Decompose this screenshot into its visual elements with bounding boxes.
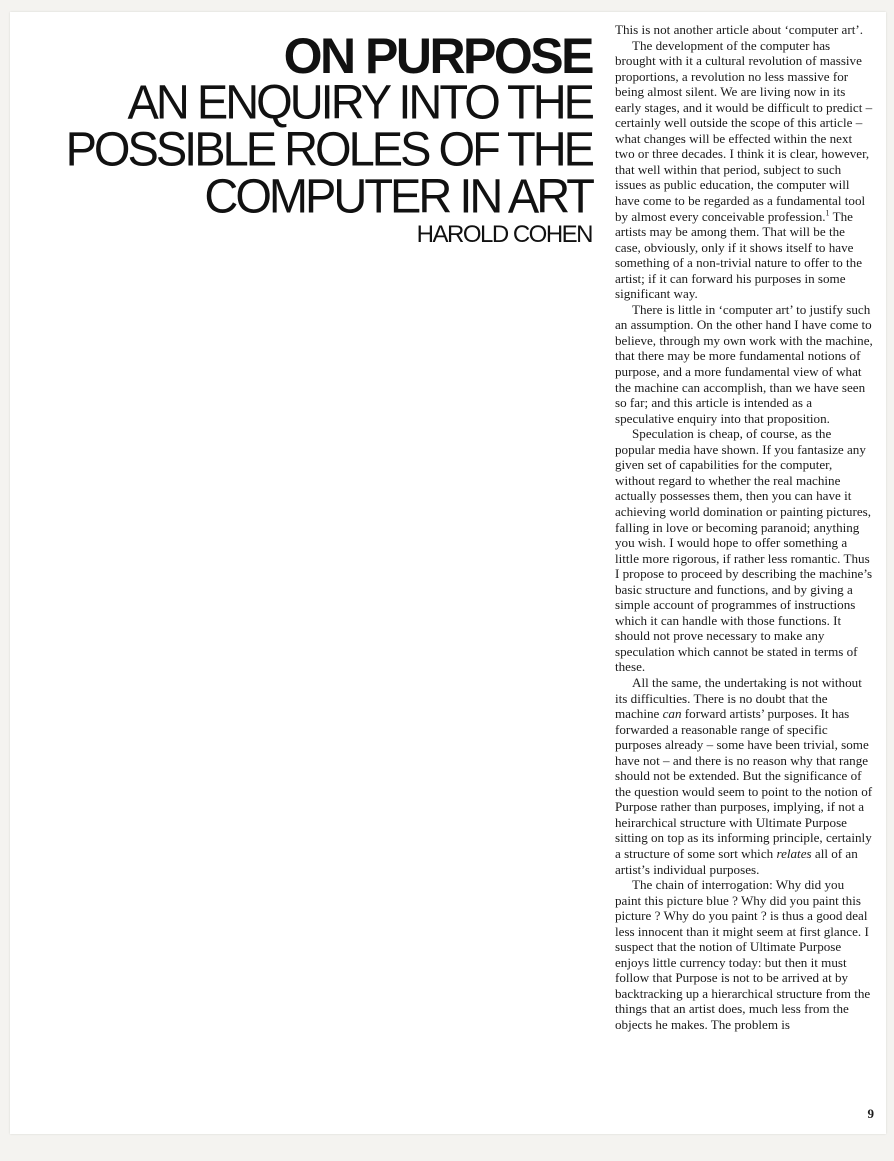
- body-text-column: [615, 22, 873, 1033]
- paragraph-2-text: The development of the computer has brought with it a cultural revolution of massive proportions, a revolution no less massive for being almost silent. We are living now in its early stages, and it would be difficult to predict – certainly well outside the scope of this article – what changes will be effected within the next two or three decades. I think it is clear, however, that well within that period, subject to such issues as public education, the computer will have come to be regarded as a fundamental tool by almost every conceivable profession.: [615, 37, 873, 224]
- title-block: [65, 28, 592, 249]
- article-subtitle-line-2: POSSIBLE ROLES OF THE: [65, 121, 592, 176]
- paragraph-5: [615, 675, 873, 877]
- article-page: [10, 12, 886, 1134]
- page-number: 9: [867, 1106, 874, 1121]
- article-title: ON PURPOSE: [283, 28, 592, 84]
- footnote-marker: 1: [825, 208, 830, 218]
- paragraph-5-b: forward artists’ purposes. It has forwarded a reasonable range of specific purposes already – some have been trivial, some have not – and there is no reason why that range should not be extended. But the significance of the question would seem to point to the notion of Purpose rather than purposes, implying, if not a heirarchical structure with Ultimate Purpose sitting on top as its informing principle, certainly a structure of some sort which: [615, 706, 873, 861]
- paragraph-5-a: All the same, the undertaking is not without its difficulties. There is no doubt that the machine: [615, 674, 862, 722]
- article-subtitle-line-3: COMPUTER IN ART: [204, 168, 592, 223]
- paragraph-5-emphasis-can: can: [662, 706, 682, 722]
- author-name: HAROLD COHEN: [416, 221, 592, 248]
- article-subtitle-line-1: AN ENQUIRY INTO THE: [127, 74, 592, 129]
- paragraph-2: [615, 38, 873, 302]
- paragraph-2-end: The artists may be among them. That will be the case, obviously, only if it shows itself to have something of a non-trivial nature to offer to the artist; if it can forward his purposes in some significant way.: [615, 208, 863, 302]
- paragraph-5-emphasis-relates: relates: [776, 845, 812, 861]
- paragraph-6: The chain of interrogation: Why did you paint this picture blue ? Why did you paint this picture ? Why do you paint ? is thus a good deal less innocent than it might seem at first glance. I suspect that the notion of Ultimate Purpose enjoys little currency today: but then it must follow that Purpose is not to be arrived at by backtracking up a hierarchical structure from the things that an artist does, much less from the objects he makes. The problem is: [615, 877, 871, 1032]
- paragraph-1: This is not another article about ‘computer art’.: [615, 22, 863, 37]
- paragraph-4: Speculation is cheap, of course, as the popular media have shown. If you fantasize any given set of capabilities for the computer, without regard to whether the real machine actually possesses them, then you can have it achieving world domination or painting pictures, falling in love or becoming paranoid; anything you wish. I would hope to offer something a little more rigorous, if rather less romantic. Thus I propose to proceed by describing the machine’s basic structure and functions, and by giving a simple account of programmes of instructions which it can handle with those functions. It should not prove necessary to make any speculation which cannot be stated in terms of these.: [615, 426, 873, 675]
- paragraph-5-c: all of an artist’s individual purposes.: [615, 845, 858, 877]
- paragraph-3: There is little in ‘computer art’ to justify such an assumption. On the other hand I have come to believe, through my own work with the machine, that there may be more fundamental notions of purpose, and a more fundamental view of what the machine can accomplish, than we have seen so far; and this article is intended as a speculative enquiry into that proposition.: [615, 301, 873, 426]
